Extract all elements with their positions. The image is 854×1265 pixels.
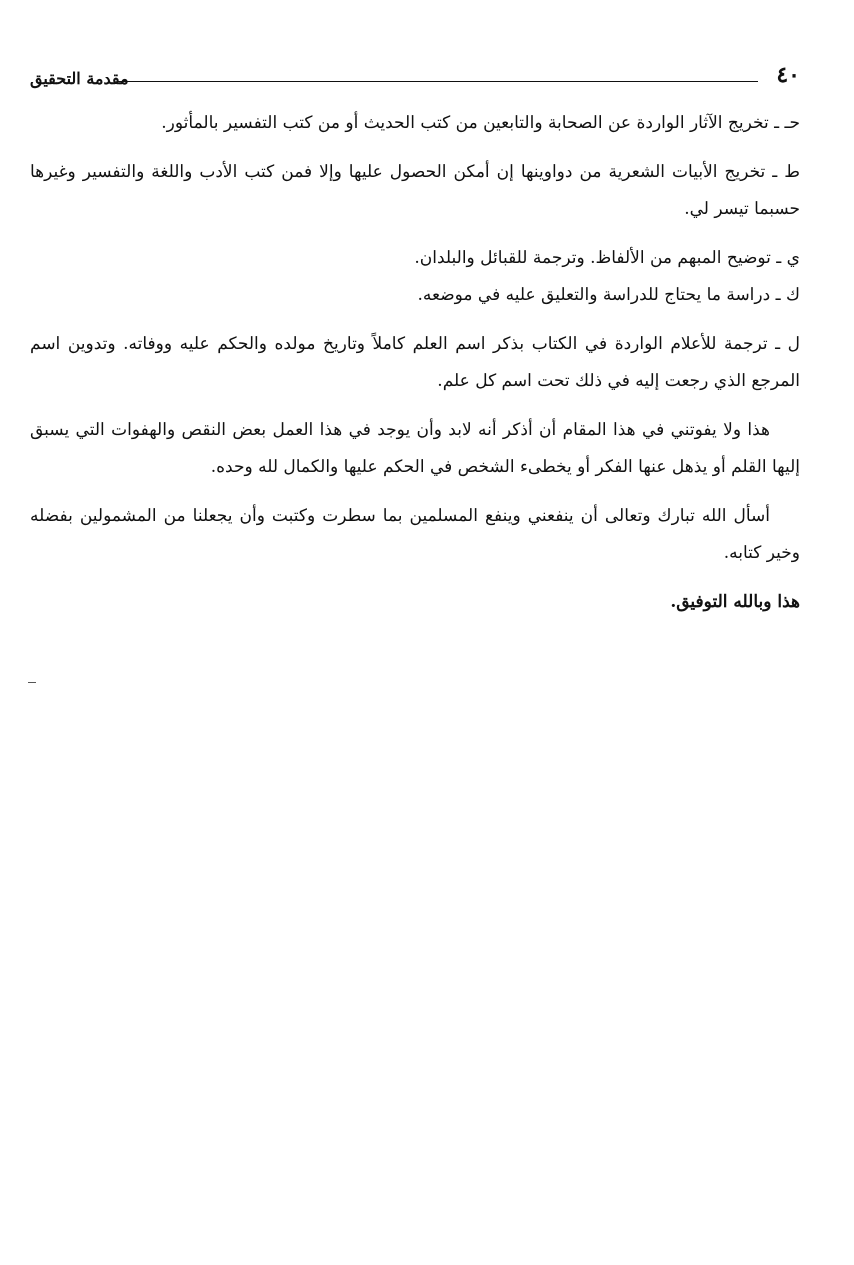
page-header: [30, 62, 800, 94]
list-item-ha: حـ ـ تخريج الآثار الواردة عن الصحابة والتابعين من كتب الحديث أو من كتب التفسير بالمأثور.: [161, 113, 800, 133]
margin-mark: [28, 682, 36, 683]
list-item-ta: ط ـ تخريج الأبيات الشعرية من دواوينها إن أمكن الحصول عليها وإلا فمن كتب الأدب واللغة والتفسير وغيرها حسبما تيسر لي.: [30, 162, 800, 219]
paragraph-errors-note: هذا ولا يفوتني في هذا المقام أن أذكر أنه لابد وأن يوجد في هذا العمل بعض النقص والهفوات التي يسبق إليها القلم أو يذهل عنها الفكر أو يخطىء الشخص في الحكم عليها والكمال لله وحده.: [30, 420, 800, 477]
page-number: ٤٠: [776, 62, 800, 88]
page-body: [30, 105, 800, 633]
list-item-lam: ل ـ ترجمة للأعلام الواردة في الكتاب بذكر اسم العلم كاملاً وتاريخ مولده والحكم عليه ووفاته. وتدوين اسم المرجع الذي رجعت إليه في ذلك تحت اسم كل علم.: [30, 334, 800, 391]
list-item-ya: ي ـ توضيح المبهم من الألفاظ. وترجمة للقبائل والبلدان.: [414, 248, 800, 268]
running-title: مقدمة التحقيق: [30, 69, 129, 88]
header-rule: [118, 81, 758, 82]
closing-line: هذا وبالله التوفيق.: [670, 592, 800, 612]
list-item-kaf: ك ـ دراسة ما يحتاج للدراسة والتعليق عليه في موضعه.: [417, 285, 800, 305]
paragraph-supplication: أسأل الله تبارك وتعالى أن ينفعني وينفع المسلمين بما سطرت وكتبت وأن يجعلنا من المشمولين بفضله وخير كتابه.: [30, 506, 800, 563]
